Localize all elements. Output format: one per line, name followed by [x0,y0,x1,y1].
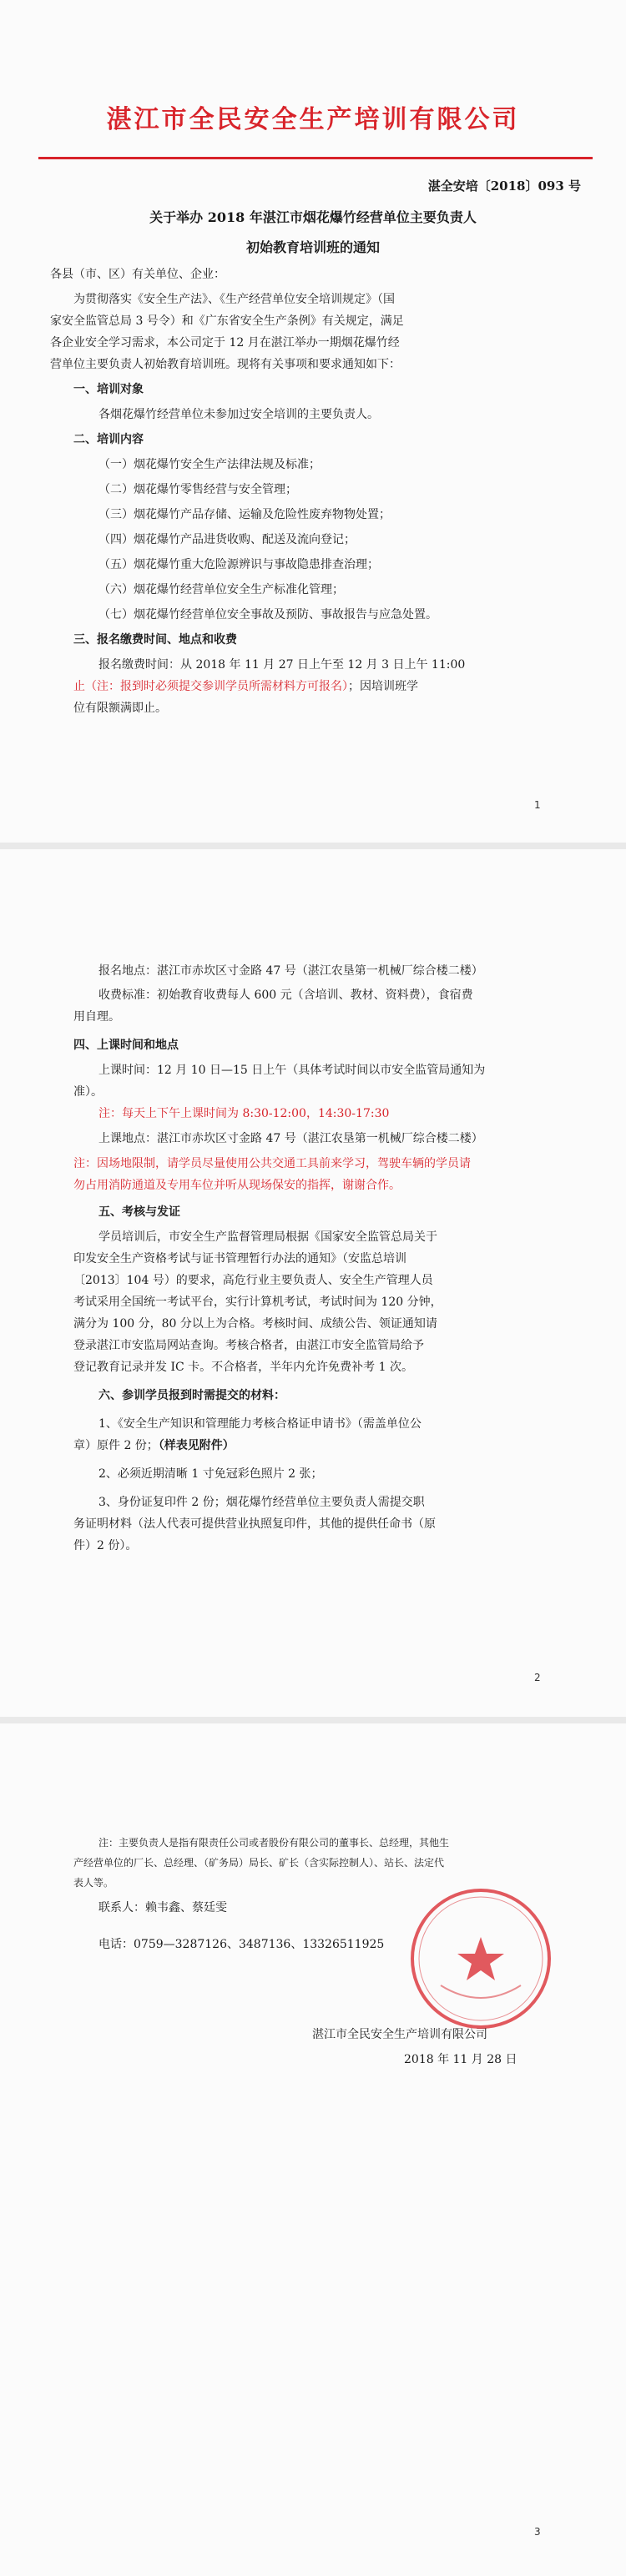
intro-line: 营单位主要负责人初始教育培训班。现将有关事项和要求通知如下： [50,358,401,371]
section-6-heading: 六、参训学员报到时需提交的材料： [98,1389,285,1402]
section-1-text: 各烟花爆竹经营单位未参加过安全培训的主要负责人。 [98,408,379,421]
section-4-heading: 四、上课时间和地点 [73,1039,179,1052]
training-content-item: （一）烟花爆竹安全生产法律法规及标准； [98,458,321,471]
training-content-item: （四）烟花爆竹产品进货收购、配送及流向登记； [98,533,356,546]
contact-person [98,1899,227,1915]
parking-note: 注：因场地限制，请学员尽量使用公共交通工具前来学习，驾驶车辆的学员请 [73,1157,471,1170]
page-number: 3 [534,2526,541,2538]
footnote: 表人等。 [73,1877,114,1889]
training-content-item: （三）烟花爆竹产品存储、运输及危险性废弃物物处置； [98,508,391,521]
section-2-heading: 二、培训内容 [73,433,144,446]
registration-note [73,677,418,694]
material-item-3-cont: 务证明材料（法人代表可提供营业执照复印件，其他的提供任命书（原 [73,1517,436,1531]
phone-numbers: 0759—3287126、3487136、13326511925 [134,1938,385,1951]
document-number: 湛全安培〔2018〕093 号 [427,179,581,194]
section-3-heading: 三、报名缴费时间、地点和收费 [73,633,237,647]
assessment-text: 登记教育记录并发 IC 卡。不合格者，半年内允许免费补考 1 次。 [73,1361,413,1374]
phone-label: 电话： [98,1938,134,1951]
class-place: 上课地点：湛江市赤坎区寸金路 47 号（湛江农垦第一机械厂综合楼二楼） [98,1132,483,1145]
material-item-3-cont: 件）2 份）。 [73,1539,138,1552]
notice-title-line-2: 初始教育培训班的通知 [245,239,380,255]
material-item-2: 2、必须近期清晰 1 寸免冠彩色照片 2 张； [98,1467,323,1481]
material-item-1: 1、《安全生产知识和管理能力考核合格证申请书》（需盖单位公 [98,1417,422,1431]
page-number: 1 [534,799,541,811]
contact-names: 赖韦鑫、蔡廷雯 [145,1901,227,1914]
registration-time: 报名缴费时间：从 2018 年 11 月 27 日上午至 12 月 3 日上午 11:00 [98,658,466,672]
salutation: 各县（市、区）有关单位、企业： [50,268,225,281]
class-time-note: 注：每天上下午上课时间为 8:30-12:00，14:30-17:30 [98,1107,390,1120]
intro-line: 为贯彻落实《安全生产法》、《生产经营单位安全培训规定》（国 [73,293,395,306]
header-divider [38,157,593,159]
class-time-cont: 准）。 [73,1085,103,1099]
contact-phone [98,1935,384,1952]
sample-form-ref: （样表见附件） [158,1439,235,1452]
training-content-item: （二）烟花爆竹零售经营与安全管理； [98,483,297,496]
class-time: 上课时间：12 月 10 日—15 日上午（具体考试时间以市安全监管局通知为 [98,1064,486,1077]
intro-line: 家安全监管总局 3 号令）和《广东省安全生产条例》有关规定，满足 [50,314,404,328]
training-content-item: （五）烟花爆竹重大危险源辨识与事故隐患排查治理； [98,558,379,571]
registration-note-rest: ；因培训班学 [348,680,418,693]
footnote: 注：主要负责人是指有限责任公司或者股份有限公司的董事长、总经理，其他生 [98,1837,450,1849]
assessment-text: 考试采用全国统一考试平台，实行计算机考试，考试时间为 120 分钟， [73,1296,442,1309]
material-item-3: 3、身份证复印件 2 份；烟花爆竹经营单位主要负责人需提交职 [98,1496,425,1509]
registration-place: 报名地点：湛江市赤坎区寸金路 47 号（湛江农垦第一机械厂综合楼二楼） [98,964,483,978]
signing-date: 2018 年 11 月 28 日 [404,2053,517,2066]
training-content-item: （六）烟花爆竹经营单位安全生产标准化管理； [98,583,344,596]
registration-note-red: 止（注：报到时必须提交参训学员所需材料方可报名） [73,680,348,693]
registration-note-end: 位有限额满即止。 [73,702,167,715]
assessment-text: 登录湛江市安监局网站查询。考核合格者，由湛江市安全监管局给予 [73,1339,424,1352]
assessment-text: 印发安全生产资格考试与证书管理暂行办法的通知》（安监总培训 [73,1252,406,1265]
fee-standard: 收费标准：初始教育收费每人 600 元（含培训、教材、资料费），食宿费 [98,989,473,1002]
notice-title-line-1: 关于举办 2018 年湛江市烟花爆竹经营单位主要负责人 [149,209,477,225]
assessment-text: 学员培训后，市安全生产监督管理局根据《国家安全监管总局关于 [98,1230,437,1244]
company-seal-icon [407,1885,554,2032]
intro-line: 各企业安全学习需求，本公司定于 12 月在湛江举办一期烟花爆竹经 [50,336,400,350]
section-5-heading: 五、考核与发证 [98,1205,180,1219]
material-item-1-text: 章）原件 2 份； [73,1439,159,1452]
page-number: 2 [534,1672,541,1683]
page-1 [0,0,626,843]
assessment-text: 〔2013〕104 号）的要求，高危行业主要负责人、安全生产管理人员 [73,1274,433,1287]
fee-standard-cont: 用自理。 [73,1010,120,1024]
parking-note: 勿占用消防通道及专用车位并听从现场保安的指挥，谢谢合作。 [73,1179,401,1192]
training-content-item: （七）烟花爆竹经营单位安全事故及预防、事故报告与应急处置。 [98,608,437,621]
org-letterhead: 湛江市全民安全生产培训有限公司 [106,105,520,134]
material-item-1-cont [73,1436,235,1453]
contact-label: 联系人： [98,1901,145,1914]
page-2 [0,849,626,1717]
signing-organization: 湛江市全民安全生产培训有限公司 [312,2028,487,2041]
section-1-heading: 一、培训对象 [73,383,144,396]
footnote: 产经营单位的厂长、总经理、（矿务局）局长、矿长（含实际控制人）、站长、法定代 [73,1857,445,1869]
page-3 [0,1723,626,2576]
assessment-text: 满分为 100 分，80 分以上为合格。考核时间、成绩公告、领证通知请 [73,1317,437,1331]
